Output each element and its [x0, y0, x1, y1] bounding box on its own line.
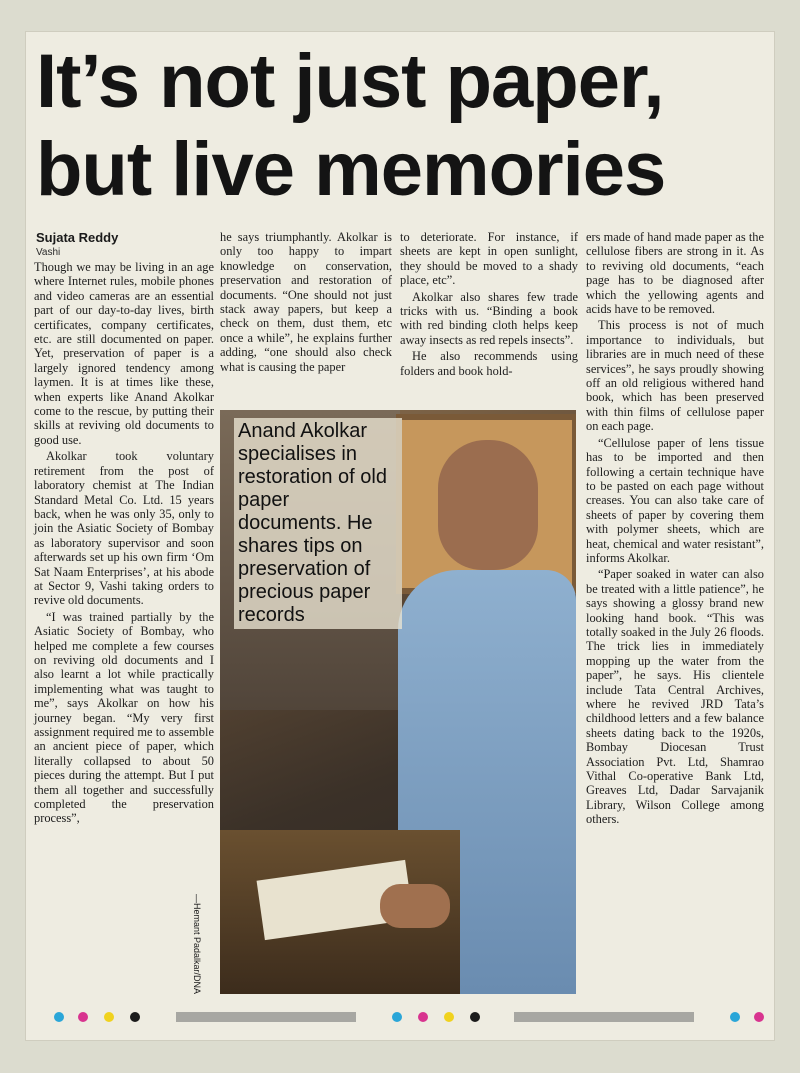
article-column-2 [220, 230, 392, 412]
paragraph: “Paper soaked in water can also be treated with a little patience”, he says showing a glossy brand new looking hand book. “This was totally soaked in the July 26 floods. The trick lies in immediately mopping up the water from the paper”, he says. His clientele include Tata Central Archives, where he revived JRD Tata’s childhood letters and a few balance sheets dating back to the 1920s, Bombay Diocesan Trust Association Pvt. Ltd, Shamrao Vithal Co-operative Bank Ltd, Greaves Ltd, Dadar Sarvajanik Library, Wilson College among others. [586, 567, 764, 827]
black-dot [130, 1012, 140, 1022]
registration-strip [26, 1002, 774, 1032]
photo-caption: Anand Akolkar specialises in restoration of old paper documents. He shares tips on preservation of precious paper records [234, 418, 402, 629]
black-dot [470, 1012, 480, 1022]
headline-line-2: but live memories [36, 127, 666, 212]
magenta-dot [754, 1012, 764, 1022]
article-column-3 [400, 230, 578, 412]
paragraph: he says triumphantly. Akolkar is only too happy to impart knowledge on conservation, preservation and restoration of documents. “One should not just stack away papers, but keep a check on them, dust them, etc once a while”, he explains further adding, “one should also check what is causing the paper [220, 230, 392, 374]
yellow-dot [104, 1012, 114, 1022]
article-photo [220, 410, 576, 994]
photo-person-head [438, 440, 538, 570]
magenta-dot [78, 1012, 88, 1022]
magenta-dot [418, 1012, 428, 1022]
paragraph: He also recommends using folders and book hold- [400, 349, 578, 378]
article-column-4 [586, 230, 764, 998]
paragraph: ers made of hand made paper as the cellulose fibers are strong in it. As to reviving old documents, “each page has to be diagnosed after which the yellowing agents and acids have to be removed. [586, 230, 764, 317]
article-column-1 [34, 260, 214, 1000]
paragraph: to deteriorate. For instance, if sheets are kept in open sunlight, they should be moved to a shady place, etc”. [400, 230, 578, 288]
gray-bar [176, 1012, 356, 1022]
byline [36, 230, 118, 258]
paragraph: “Cellulose paper of lens tissue has to be imported and then following a certain technique have to be pasted on each page without creases. You can also take care of sheets of paper by covering them with polymer sheets, which are heat, chemical and water resistant”, informs Akolkar. [586, 435, 764, 565]
paragraph: This process is not of much importance to individuals, but libraries are in much need of these services”, he says proudly showing off an old religious withered hand book, which has been preserved with thin films of cellulose paper on each page. [586, 318, 764, 434]
cyan-dot [392, 1012, 402, 1022]
photo-person-hand [380, 884, 450, 928]
cyan-dot [54, 1012, 64, 1022]
paragraph: “I was trained partially by the Asiatic Society of Bombay, who helped me complete a few courses on reviving old documents and I also learnt a lot while practically implementing what was taught to me”, says Akolkar on how his journey began. “My very first assignment required me to assemble an ancient piece of paper, which literally collapsed to about 50 pieces during the attempt. But I put them all together and successfully completed the preservation process”, [34, 609, 214, 826]
cyan-dot [730, 1012, 740, 1022]
paragraph: Akolkar took voluntary retirement from the post of laboratory chemist at The Indian Standard Metal Co. Ltd. 15 years back, when he was only 35, only to join the Asiatic Society of Bombay as laboratory supervisor and soon afterwards set up his own firm ‘Om Sat Naam Enterprises’, at his abode at Sector 9, Vashi taking orders to revive old documents. [34, 449, 214, 608]
headline [36, 38, 766, 214]
photo-credit: —Hemant Padalkar/DNA [192, 894, 202, 995]
paragraph: Akolkar also shares few trade tricks with us. “Binding a book with red binding cloth helps keep away insects as red repels insects”. [400, 289, 578, 347]
paragraph: Though we may be living in an age where Internet rules, mobile phones and video cameras are an essential part of our day-to-day lives, birth certificates, company certificates, etc. are still documented on paper. Yet, preservation of paper is a largely ignored tendency among laymen. It is at times like these, when experts like Anand Akolkar come to the rescue, by putting their skills at reviving old documents to good use. [34, 260, 214, 447]
yellow-dot [444, 1012, 454, 1022]
newspaper-clipping [26, 32, 774, 1040]
byline-author: Sujata Reddy [36, 230, 119, 245]
gray-bar [514, 1012, 694, 1022]
headline-line-1: It’s not just paper, [36, 39, 664, 124]
byline-place: Vashi [36, 247, 61, 258]
